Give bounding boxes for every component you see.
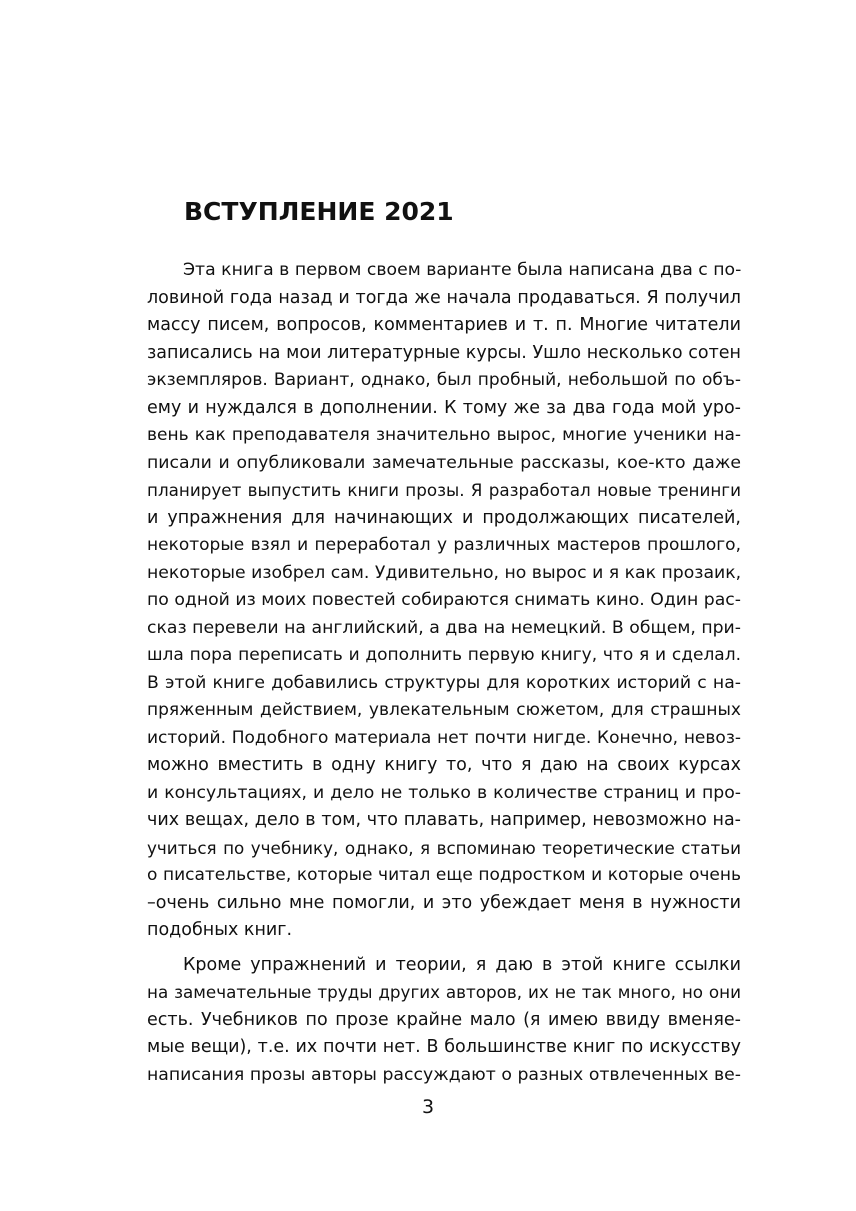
text-line: ему и нуждался в дополнении. К тому же за два года мой уро- (147, 397, 741, 418)
text-line: мые вещи), т.е. их почти нет. В большинстве книг по искусству (147, 1037, 741, 1057)
text-line: шла пора переписать и дополнить первую книгу, что я и сделал. (147, 645, 741, 665)
text-line: писали и опубликовали замечательные рассказы, кое-кто даже (147, 452, 741, 473)
text-line: учиться по учебнику, однако, я вспоминаю теоретические статьи (147, 837, 741, 858)
text-line: историй. Подобного материала нет почти нигде. Конечно, невоз- (147, 727, 741, 748)
text-line: ловиной года назад и тогда же начала продаваться. Я получил (147, 287, 741, 308)
text-line: можно вместить в одну книгу то, что я даю на своих курсах (147, 755, 741, 775)
text-line: Эта книга в первом своем варианте была написана два с по- (183, 260, 741, 280)
text-line: о писательстве, которые читал еще подростком и которые очень (147, 865, 741, 885)
text-line: экземпляров. Вариант, однако, был пробный, небольшой по объ- (147, 370, 741, 390)
text-line: записались на мои литературные курсы. Ушло несколько сотен (147, 342, 741, 363)
text-line: и консультациях, и дело не только в количестве страниц и про- (147, 782, 741, 803)
page-number: 3 (421, 1096, 435, 1118)
text-line: на замечательные труды других авторов, их не так много, но они (147, 982, 741, 1002)
text-line: –очень сильно мне помогли, и это убеждает меня в нужности (147, 892, 741, 913)
text-line: В этой книге добавились структуры для коротких историй с на- (147, 672, 741, 693)
text-line: по одной из моих повестей собираются снимать кино. Один рас- (147, 590, 741, 610)
text-line: некоторые взял и переработал у различных мастеров прошлого, (147, 535, 741, 555)
text-line: чих вещах, дело в том, что плавать, например, невозможно на- (147, 810, 741, 830)
chapter-title: ВСТУПЛЕНИЕ 2021 (184, 197, 454, 226)
text-line: Кроме упражнений и теории, я даю в этой книге ссылки (183, 954, 741, 975)
text-line: сказ перевели на английский, а два на немецкий. В общем, при- (147, 617, 741, 638)
text-line: и упражнения для начинающих и продолжающих писателей, (147, 507, 741, 528)
body-text (147, 257, 741, 1089)
text-line: планирует выпустить книги прозы. Я разработал новые тренинги (147, 480, 741, 500)
text-line: вень как преподавателя значительно вырос, многие ученики на- (147, 425, 741, 445)
text-line: пряженным действием, увлекательным сюжетом, для страшных (147, 700, 741, 720)
paragraph (147, 952, 741, 1090)
text-line: массу писем, вопросов, комментариев и т. п. Многие читатели (147, 315, 741, 335)
paragraph-gap (147, 945, 741, 952)
text-line: есть. Учебников по прозе крайне мало (я имею ввиду вменяе- (147, 1009, 741, 1030)
text-line: некоторые изобрел сам. Удивительно, но вырос и я как прозаик, (147, 562, 741, 583)
text-line: подобных книг. (147, 920, 293, 940)
text-line: написания прозы авторы рассуждают о разных отвлеченных ве- (147, 1064, 741, 1085)
paragraph (147, 257, 741, 945)
